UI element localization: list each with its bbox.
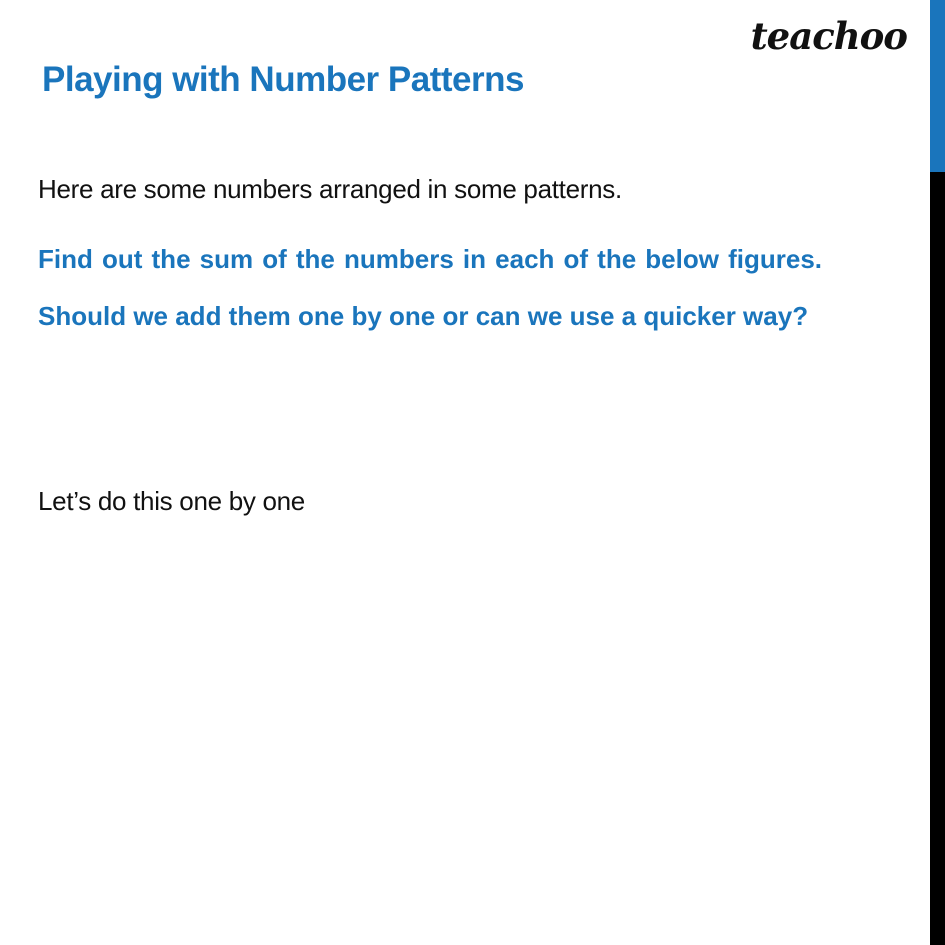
teachoo-logo: teachoo bbox=[750, 14, 907, 58]
slide-title: Playing with Number Patterns bbox=[42, 60, 524, 99]
question-text: Find out the sum of the numbers in each of the below figures. Should we add them one by one or can we use a quicker way? bbox=[38, 244, 822, 331]
intro-text: Here are some numbers arranged in some patterns. bbox=[38, 174, 622, 204]
right-sidebar-bar bbox=[930, 0, 945, 945]
sidebar-accent-bar bbox=[930, 0, 945, 172]
followup-text: Let’s do this one by one bbox=[38, 486, 305, 516]
